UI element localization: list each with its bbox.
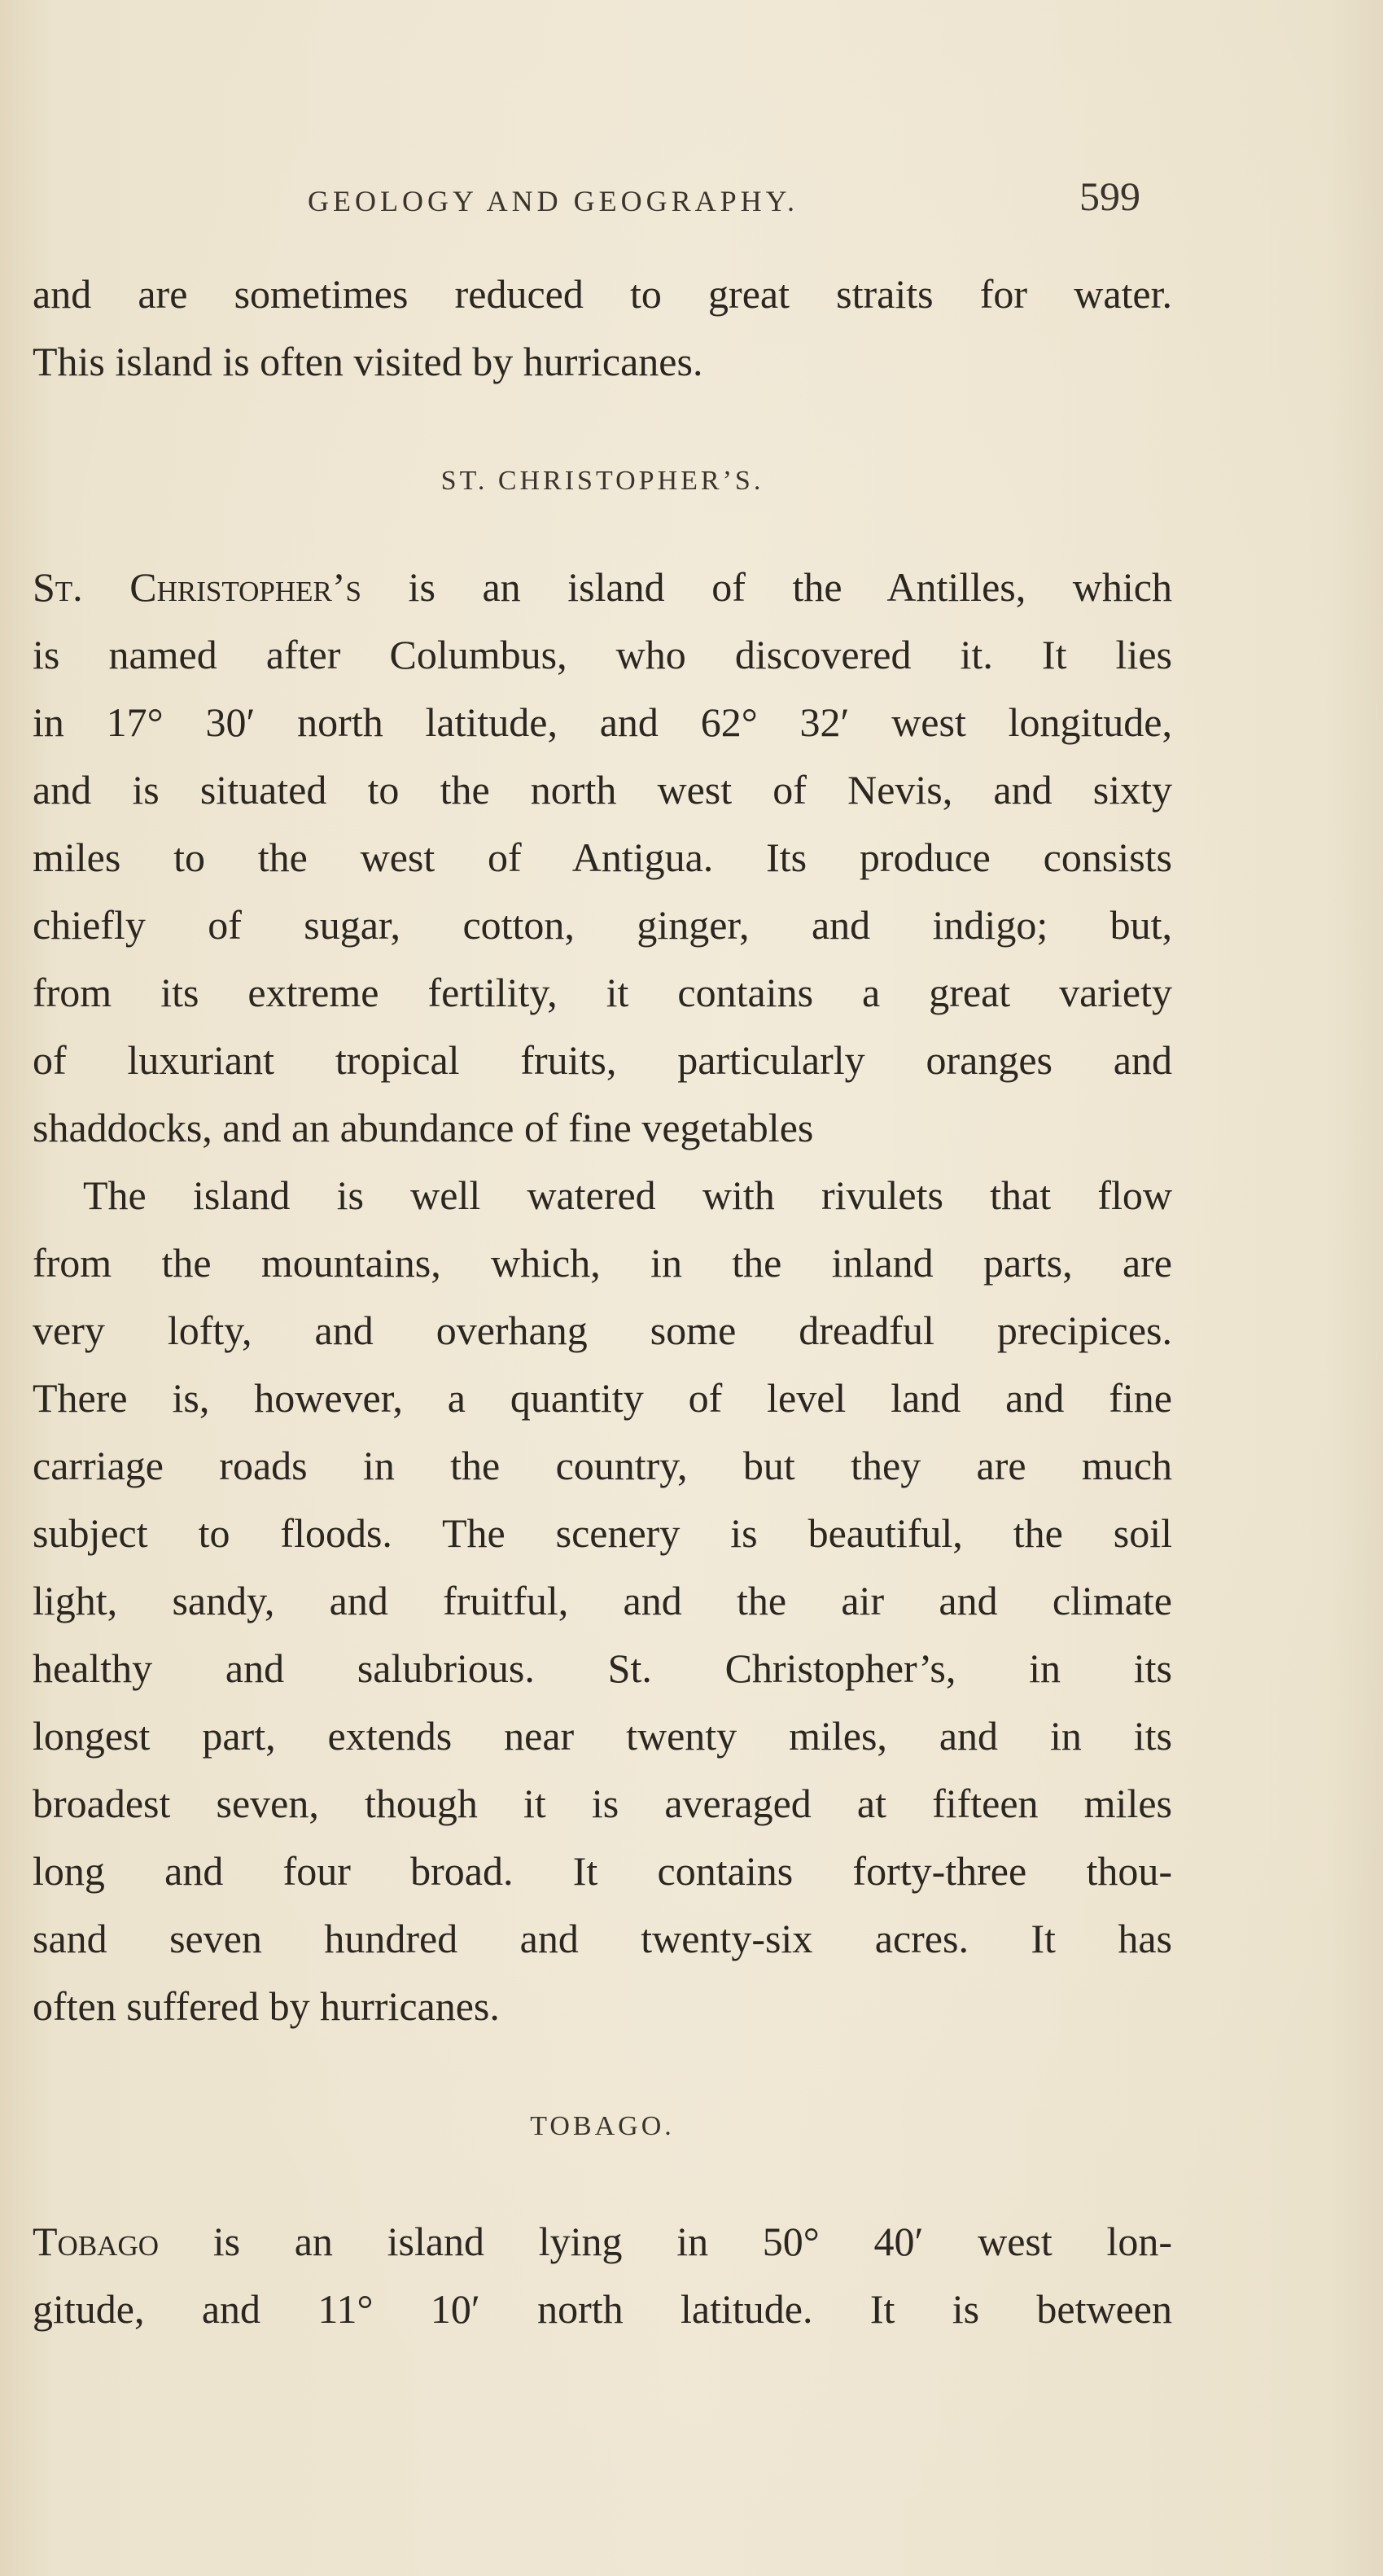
running-head	[33, 173, 1172, 221]
text-line: The island is well watered with rivulets that flow	[83, 1172, 1172, 1218]
line-text: is an island of the Antilles, which	[361, 564, 1172, 610]
text-line: very lofty, and overhang some dreadful precipices.	[33, 1308, 1172, 1353]
text-line: chiefly of sugar, cotton, ginger, and indigo; but,	[33, 902, 1172, 948]
text-line: in 17° 30′ north latitude, and 62° 32′ west longitude,	[33, 699, 1172, 745]
paragraph-st-christophers-description	[33, 1162, 1172, 2040]
text-line	[33, 554, 1172, 621]
page-number: 599	[1079, 173, 1140, 219]
text-line: of luxuriant tropical fruits, particularly oranges and	[33, 1037, 1172, 1083]
text-line: long and four broad. It contains forty-three thou-	[33, 1848, 1172, 1894]
text-line: This island is often visited by hurricanes.	[33, 339, 703, 384]
section-heading-tobago: TOBAGO.	[530, 2111, 675, 2141]
section-heading-st-christophers: ST. CHRISTOPHER’S.	[440, 466, 764, 496]
paragraph-tobago	[33, 2208, 1172, 2343]
text-line: is named after Columbus, who discovered it. It lies	[33, 632, 1172, 677]
paragraph-st-christophers-intro	[33, 554, 1172, 1162]
text-line: sand seven hundred and twenty-six acres. It has	[33, 1916, 1172, 1961]
lead-words: St. Christopher’s	[33, 564, 361, 610]
text-line: and is situated to the north west of Nevis, and sixty	[33, 767, 1172, 813]
text-line: gitude, and 11° 10′ north latitude. It is between	[33, 2286, 1172, 2332]
lead-words: Tobago	[33, 2219, 159, 2264]
text-line: often suffered by hurricanes.	[33, 1983, 500, 2029]
text-line: miles to the west of Antigua. Its produce consists	[33, 835, 1172, 880]
text-line: broadest seven, though it is averaged at fifteen miles	[33, 1781, 1172, 1826]
text-line: There is, however, a quantity of level land and fine	[33, 1375, 1172, 1421]
text-line: from its extreme fertility, it contains a great variety	[33, 970, 1172, 1015]
text-line: carriage roads in the country, but they are much	[33, 1443, 1172, 1488]
text-line: light, sandy, and fruitful, and the air and climate	[33, 1578, 1172, 1623]
text-line	[33, 2208, 1172, 2276]
text-line: from the mountains, which, in the inland parts, are	[33, 1240, 1172, 1286]
text-line: healthy and salubrious. St. Christopher’s, in its	[33, 1645, 1172, 1691]
paragraph-continued	[33, 261, 1172, 396]
text-line: subject to floods. The scenery is beautiful, the soil	[33, 1510, 1172, 1556]
text-line: longest part, extends near twenty miles, and in its	[33, 1713, 1172, 1759]
line-text: is an island lying in 50° 40′ west lon-	[159, 2219, 1172, 2264]
text-line: and are sometimes reduced to great straits for water.	[33, 271, 1172, 317]
text-line: shaddocks, and an abundance of fine vegetables	[33, 1105, 814, 1150]
running-title: GEOLOGY AND GEOGRAPHY.	[308, 185, 799, 217]
